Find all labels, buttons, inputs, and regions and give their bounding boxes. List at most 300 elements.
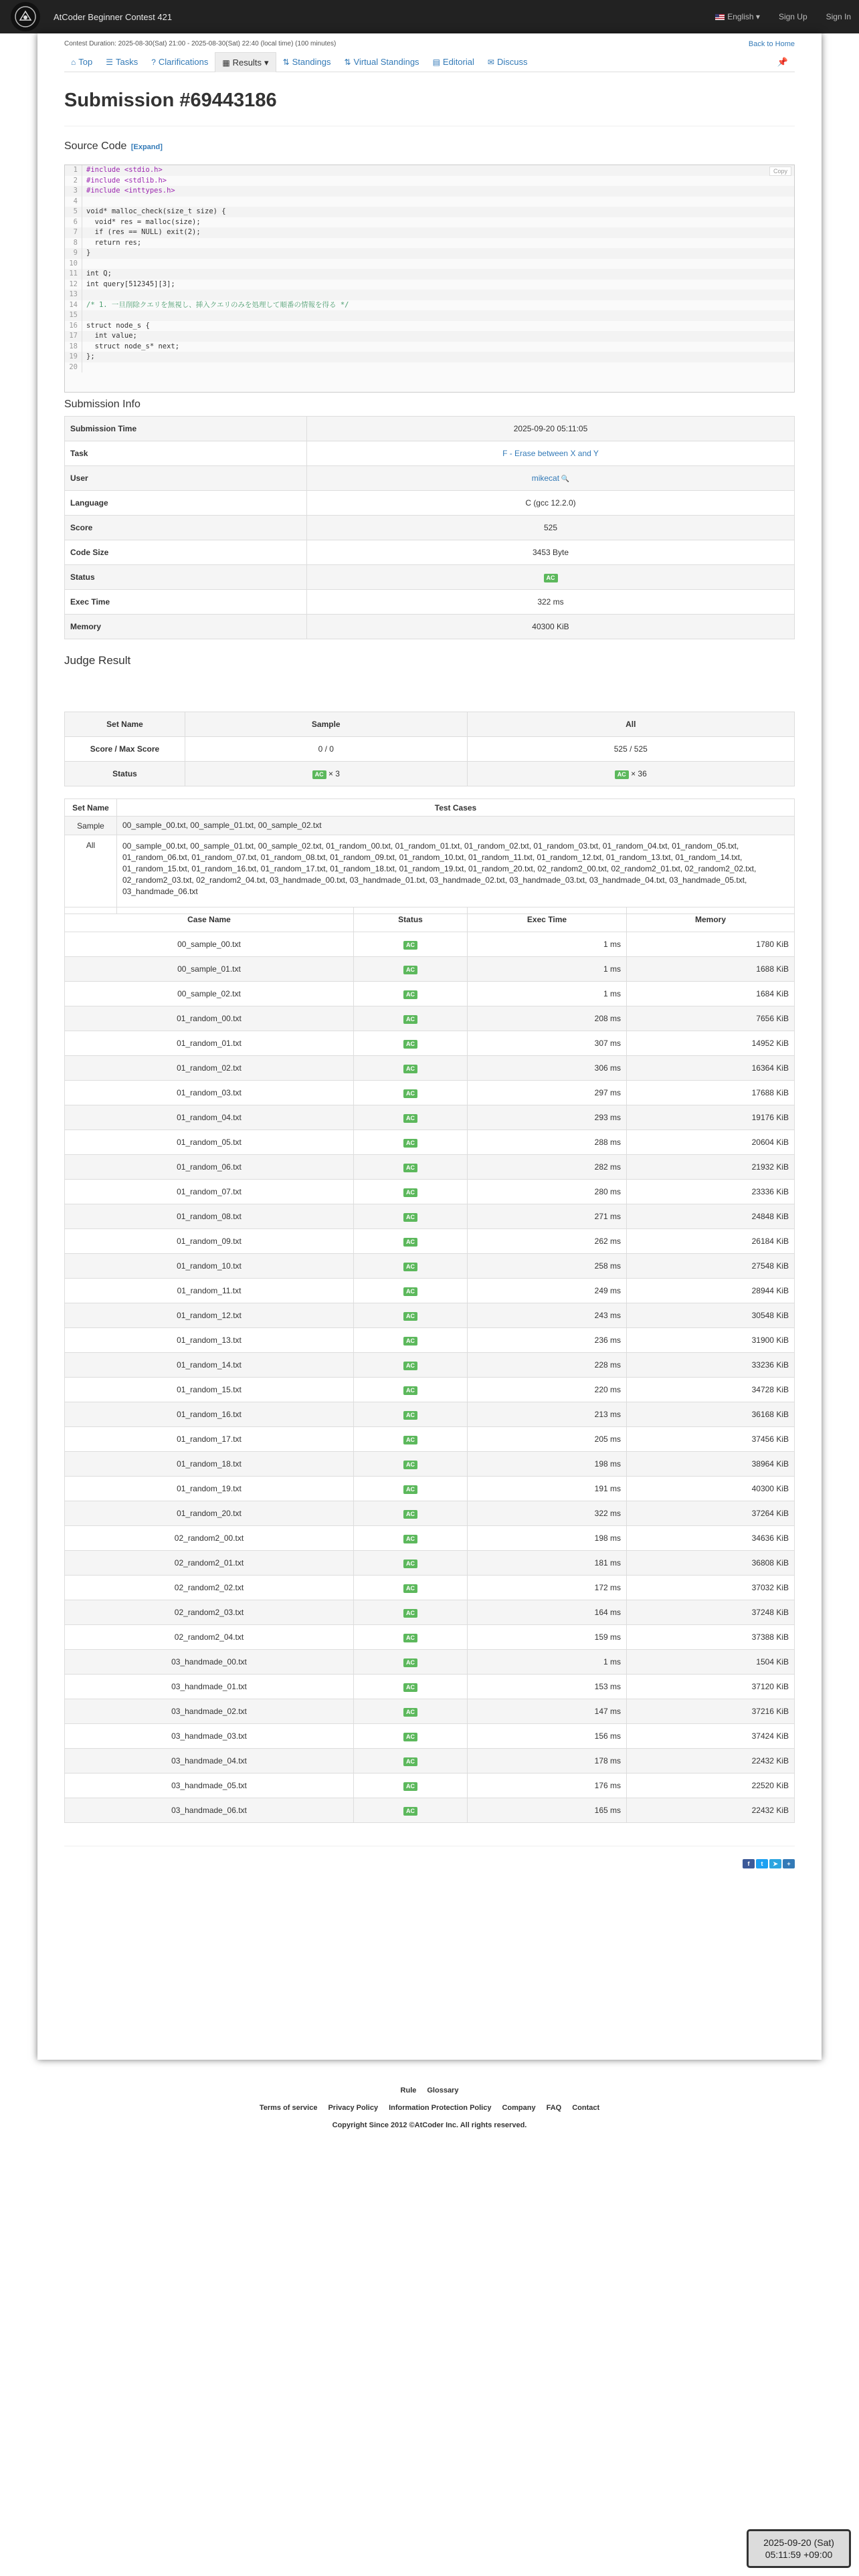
case-exec-time: 147 ms	[468, 1699, 627, 1724]
status-label: Status	[65, 762, 185, 786]
case-exec-time: 271 ms	[468, 1204, 627, 1229]
case-name: 01_random_14.txt	[65, 1353, 354, 1378]
status-badge: AC	[403, 1584, 417, 1593]
case-exec-time: 262 ms	[468, 1229, 627, 1254]
all-status-cell	[467, 762, 794, 786]
case-status	[354, 1328, 468, 1353]
status-badge: AC	[403, 1461, 417, 1469]
code-text: };	[86, 352, 95, 360]
case-status	[354, 1254, 468, 1279]
case-name: 01_random_11.txt	[65, 1279, 354, 1303]
case-exec-time: 181 ms	[468, 1551, 627, 1576]
copy-code-button[interactable]: Copy	[769, 167, 791, 176]
case-exec-time: 205 ms	[468, 1427, 627, 1452]
case-name: 01_random_09.txt	[65, 1229, 354, 1254]
footer-link[interactable]: Terms of service	[259, 2104, 318, 2112]
contest-name-link[interactable]: AtCoder Beginner Contest 421	[54, 11, 173, 22]
table-row	[65, 1056, 795, 1081]
case-name: 01_random_10.txt	[65, 1254, 354, 1279]
case-status	[354, 1006, 468, 1031]
case-memory: 1684 KiB	[627, 982, 795, 1006]
status-badge: AC	[544, 574, 558, 582]
status-badge: AC	[403, 1634, 417, 1642]
case-status	[354, 1155, 468, 1180]
back-to-home-link[interactable]: Back to Home	[748, 40, 795, 48]
case-exec-time: 165 ms	[468, 1798, 627, 1823]
case-exec-time: 258 ms	[468, 1254, 627, 1279]
tab-standings[interactable]	[276, 53, 338, 71]
case-exec-time: 280 ms	[468, 1180, 627, 1204]
us-flag-icon	[715, 14, 725, 20]
case-memory: 1688 KiB	[627, 957, 795, 982]
footer-link[interactable]: Company	[502, 2104, 536, 2112]
case-name: 01_random_05.txt	[65, 1130, 354, 1155]
submission-info-heading: Submission Info	[64, 399, 140, 410]
telegram-icon[interactable]: ➤	[769, 1859, 781, 1868]
footer-link[interactable]: Glossary	[427, 2086, 459, 2095]
case-name: 01_random_03.txt	[65, 1081, 354, 1105]
judge-col-sample: Sample	[185, 712, 468, 737]
status-badge: AC	[403, 1287, 417, 1296]
case-name: 01_random_04.txt	[65, 1105, 354, 1130]
case-status	[354, 1551, 468, 1576]
status-badge: AC	[403, 990, 417, 999]
code-text: return res;	[86, 238, 142, 247]
table-row	[65, 1600, 795, 1625]
tab-virtual-standings[interactable]	[337, 53, 425, 71]
footer-link[interactable]: FAQ	[546, 2104, 562, 2112]
table-row	[65, 1427, 795, 1452]
case-memory: 40300 KiB	[627, 1477, 795, 1501]
tab-clarifications-label: Clarifications	[158, 57, 209, 67]
case-status	[354, 1477, 468, 1501]
page-footer	[0, 2086, 859, 2129]
table-row	[65, 1378, 795, 1402]
status-badge: AC	[403, 1535, 417, 1543]
case-name: 02_random2_01.txt	[65, 1551, 354, 1576]
tab-editorial-label: Editorial	[442, 57, 474, 67]
table-row	[65, 932, 795, 957]
footer-link[interactable]: Privacy Policy	[328, 2104, 379, 2112]
sets-col-cases: Test Cases	[117, 799, 795, 817]
info-label: Task	[65, 441, 307, 466]
info-value-text: 525	[543, 523, 558, 532]
code-line	[65, 248, 794, 259]
case-exec-time: 178 ms	[468, 1749, 627, 1774]
table-row	[65, 1328, 795, 1353]
status-badge: AC	[403, 1782, 417, 1791]
case-name: 03_handmade_01.txt	[65, 1675, 354, 1699]
code-line	[65, 290, 794, 300]
status-badge: AC	[312, 770, 326, 779]
case-exec-time: 208 ms	[468, 1006, 627, 1031]
table-row	[65, 1798, 795, 1823]
case-exec-time: 243 ms	[468, 1303, 627, 1328]
code-text: /* 1. 一旦削除クエリを無視し、挿入クエリのみを処理して順番の情報を得る */	[86, 300, 349, 309]
case-status	[354, 1402, 468, 1427]
tab-standings-label: Standings	[292, 57, 331, 67]
line-number: 3	[65, 186, 82, 197]
case-exec-time: 228 ms	[468, 1353, 627, 1378]
status-badge: AC	[615, 770, 629, 779]
contest-duration-bar	[64, 40, 795, 52]
status-badge: AC	[403, 1114, 417, 1123]
case-memory: 36168 KiB	[627, 1402, 795, 1427]
atcoder-logo-icon	[14, 5, 37, 28]
case-name: 01_random_13.txt	[65, 1328, 354, 1353]
copyright: Copyright Since 2012 ©AtCoder Inc. All rights reserved.	[332, 2121, 527, 2129]
case-name: 02_random2_03.txt	[65, 1600, 354, 1625]
case-status	[354, 1056, 468, 1081]
case-name: 01_random_18.txt	[65, 1452, 354, 1477]
table-row	[65, 1650, 795, 1675]
status-badge: AC	[403, 1733, 417, 1741]
code-text: #include <stdio.h>	[86, 166, 163, 174]
table-icon: ▦	[222, 58, 230, 68]
info-value-text: 40300 KiB	[532, 622, 569, 631]
language-label: English	[727, 12, 754, 21]
line-number: 16	[65, 321, 82, 332]
submission-info-table	[64, 416, 795, 639]
case-memory: 37264 KiB	[627, 1501, 795, 1526]
table-row	[65, 1081, 795, 1105]
tab-discuss[interactable]	[481, 53, 535, 71]
question-icon: ?	[151, 57, 156, 67]
info-row	[65, 491, 795, 516]
case-status	[354, 1724, 468, 1749]
case-memory: 37424 KiB	[627, 1724, 795, 1749]
case-name: 00_sample_02.txt	[65, 982, 354, 1006]
case-memory: 38964 KiB	[627, 1452, 795, 1477]
table-row	[65, 1625, 795, 1650]
info-label: Memory	[65, 615, 307, 639]
code-line	[65, 321, 794, 332]
case-status	[354, 1130, 468, 1155]
line-number: 4	[65, 197, 82, 207]
tab-virtual-standings-label: Virtual Standings	[353, 57, 419, 67]
case-memory: 16364 KiB	[627, 1056, 795, 1081]
sample-status-cell	[185, 762, 468, 786]
case-memory: 19176 KiB	[627, 1105, 795, 1130]
share-plus-icon[interactable]: +	[783, 1859, 795, 1868]
code-line	[65, 165, 794, 176]
status-badge: AC	[403, 1164, 417, 1172]
all-status-count: × 36	[631, 768, 647, 778]
case-exec-time: 1 ms	[468, 1650, 627, 1675]
case-status	[354, 1600, 468, 1625]
table-row	[65, 1452, 795, 1477]
case-memory: 37388 KiB	[627, 1625, 795, 1650]
tab-tasks-label: Tasks	[115, 57, 138, 67]
case-status	[354, 1303, 468, 1328]
case-status	[354, 932, 468, 957]
footer-link[interactable]: Contact	[572, 2104, 600, 2112]
clock-date: 2025-09-20 (Sat)	[763, 2537, 834, 2548]
table-row	[65, 1155, 795, 1180]
case-name: 03_handmade_02.txt	[65, 1699, 354, 1724]
case-exec-time: 249 ms	[468, 1279, 627, 1303]
case-name: 01_random_20.txt	[65, 1501, 354, 1526]
tab-results[interactable]	[215, 52, 276, 72]
table-row	[65, 1749, 795, 1774]
code-line	[65, 227, 794, 238]
info-value	[307, 540, 795, 565]
code-line	[65, 259, 794, 270]
case-name: 01_random_02.txt	[65, 1056, 354, 1081]
status-badge: AC	[403, 1609, 417, 1618]
case-status	[354, 1180, 468, 1204]
case-memory: 26184 KiB	[627, 1229, 795, 1254]
line-number: 5	[65, 207, 82, 217]
status-badge: AC	[403, 1510, 417, 1519]
case-exec-time: 156 ms	[468, 1724, 627, 1749]
table-row	[65, 1774, 795, 1798]
status-badge: AC	[403, 1213, 417, 1222]
status-badge: AC	[403, 1658, 417, 1667]
case-name: 00_sample_00.txt	[65, 932, 354, 957]
info-row	[65, 466, 795, 491]
info-row	[65, 441, 795, 466]
code-text	[82, 290, 86, 300]
case-memory: 37456 KiB	[627, 1427, 795, 1452]
status-badge: AC	[403, 1263, 417, 1271]
list-icon: ☰	[106, 57, 113, 67]
sort-icon: ⇅	[344, 57, 351, 67]
line-number: 8	[65, 238, 82, 249]
case-memory: 36808 KiB	[627, 1551, 795, 1576]
table-row	[65, 1204, 795, 1229]
tab-editorial[interactable]	[426, 53, 481, 71]
case-status	[354, 1204, 468, 1229]
case-exec-time: 172 ms	[468, 1576, 627, 1600]
test-cases-table	[64, 907, 795, 1823]
share-buttons	[743, 1859, 795, 1868]
case-exec-time: 1 ms	[468, 982, 627, 1006]
code-text: void* res = malloc(size);	[86, 217, 201, 226]
line-number: 13	[65, 290, 82, 300]
code-line	[65, 217, 794, 228]
case-name: 02_random2_04.txt	[65, 1625, 354, 1650]
case-memory: 1780 KiB	[627, 932, 795, 957]
tab-tasks[interactable]	[99, 53, 145, 71]
code-line	[65, 176, 794, 187]
case-status	[354, 1675, 468, 1699]
code-text	[82, 259, 86, 270]
sign-in-link[interactable]: Sign In	[826, 12, 851, 21]
code-text: struct node_s {	[86, 321, 150, 330]
atcoder-logo[interactable]	[11, 2, 40, 31]
case-exec-time: 191 ms	[468, 1477, 627, 1501]
table-row	[65, 1675, 795, 1699]
code-text: int Q;	[86, 270, 112, 278]
col-exec-time: Exec Time	[468, 907, 627, 932]
info-row	[65, 540, 795, 565]
code-text: if (res == NULL) exit(2);	[86, 228, 201, 236]
case-name: 02_random2_02.txt	[65, 1576, 354, 1600]
status-badge: AC	[403, 1485, 417, 1494]
status-badge: AC	[403, 1436, 417, 1444]
sets-col-name: Set Name	[65, 799, 117, 817]
case-memory: 24848 KiB	[627, 1204, 795, 1229]
case-exec-time: 153 ms	[468, 1675, 627, 1699]
case-exec-time: 297 ms	[468, 1081, 627, 1105]
contest-duration: Contest Duration: 2025-08-30(Sat) 21:00 - 2025-08-30(Sat) 22:40 (local time) (100 minutes)	[64, 40, 337, 47]
code-line	[65, 238, 794, 249]
pin-icon[interactable]: 📌	[777, 56, 788, 67]
tab-results-label: Results	[232, 58, 262, 68]
case-name: 01_random_17.txt	[65, 1427, 354, 1452]
case-memory: 27548 KiB	[627, 1254, 795, 1279]
code-text: #include <stdlib.h>	[86, 176, 167, 185]
col-memory: Memory	[627, 907, 795, 932]
status-badge: AC	[403, 1337, 417, 1346]
code-line	[65, 362, 794, 373]
info-value-text: 322 ms	[537, 597, 564, 607]
case-status	[354, 982, 468, 1006]
code-text: #include <inttypes.h>	[86, 187, 175, 195]
case-status	[354, 1353, 468, 1378]
status-badge: AC	[403, 1089, 417, 1098]
case-memory: 37248 KiB	[627, 1600, 795, 1625]
case-name: 01_random_00.txt	[65, 1006, 354, 1031]
task-link[interactable]: F - Erase between X and Y	[502, 449, 599, 458]
case-status	[354, 1427, 468, 1452]
comment-icon: ✉	[487, 57, 494, 67]
case-memory: 17688 KiB	[627, 1081, 795, 1105]
col-status: Status	[354, 907, 468, 932]
line-number: 10	[65, 259, 82, 270]
search-icon[interactable]: 🔍	[559, 475, 570, 483]
test-sets-table	[64, 798, 795, 914]
status-badge: AC	[403, 1015, 417, 1024]
user-link[interactable]: mikecat	[531, 473, 560, 483]
caret-down-icon: ▾	[264, 57, 269, 68]
set-name: All	[65, 835, 117, 914]
line-number: 9	[65, 248, 82, 259]
table-row	[65, 1724, 795, 1749]
tab-discuss-label: Discuss	[496, 57, 528, 67]
main-container	[37, 33, 822, 2060]
info-value-text: 3453 Byte	[532, 548, 569, 557]
status-badge: AC	[403, 1411, 417, 1420]
table-row	[65, 1279, 795, 1303]
info-value	[307, 466, 795, 491]
sample-score: 0 / 0	[185, 737, 468, 762]
case-memory: 22520 KiB	[627, 1774, 795, 1798]
top-navbar	[0, 0, 859, 33]
case-name: 01_random_15.txt	[65, 1378, 354, 1402]
case-status	[354, 1452, 468, 1477]
case-name: 03_handmade_05.txt	[65, 1774, 354, 1798]
twitter-icon[interactable]: t	[756, 1859, 768, 1868]
book-icon: ▤	[432, 57, 440, 67]
sign-up-link[interactable]: Sign Up	[778, 12, 807, 21]
table-row	[65, 1576, 795, 1600]
line-number: 2	[65, 176, 82, 187]
line-number: 14	[65, 300, 82, 311]
table-row	[65, 1526, 795, 1551]
footer-link[interactable]: Information Protection Policy	[389, 2104, 492, 2112]
table-row	[65, 957, 795, 982]
case-name: 01_random_12.txt	[65, 1303, 354, 1328]
info-value	[307, 441, 795, 466]
table-row	[65, 1006, 795, 1031]
case-status	[354, 1031, 468, 1056]
case-status	[354, 1699, 468, 1724]
code-text: }	[86, 249, 91, 257]
case-status	[354, 1501, 468, 1526]
case-status	[354, 1279, 468, 1303]
info-label: Submission Time	[65, 417, 307, 441]
col-case-name: Case Name	[65, 907, 354, 932]
case-memory: 20604 KiB	[627, 1130, 795, 1155]
case-name: 02_random2_00.txt	[65, 1526, 354, 1551]
tab-top-label: Top	[78, 57, 93, 67]
info-label: Status	[65, 565, 307, 590]
case-memory: 7656 KiB	[627, 1006, 795, 1031]
status-badge: AC	[403, 941, 417, 950]
code-text	[82, 362, 86, 373]
case-memory: 22432 KiB	[627, 1749, 795, 1774]
info-row	[65, 417, 795, 441]
footer-links-bottom	[0, 2104, 859, 2112]
case-name: 01_random_08.txt	[65, 1204, 354, 1229]
case-status	[354, 1774, 468, 1798]
code-text: void* malloc_check(size_t size) {	[86, 207, 226, 215]
table-row	[65, 1477, 795, 1501]
expand-code-link[interactable]: [Expand]	[130, 143, 163, 151]
info-value	[307, 491, 795, 516]
judge-result-heading: Judge Result	[64, 654, 131, 667]
judge-summary-table	[64, 712, 795, 786]
case-memory: 31900 KiB	[627, 1328, 795, 1353]
case-memory: 34728 KiB	[627, 1378, 795, 1402]
info-label: Exec Time	[65, 590, 307, 615]
set-cases: 00_sample_00.txt, 00_sample_01.txt, 00_sample_02.txt	[117, 817, 795, 835]
case-memory: 33236 KiB	[627, 1353, 795, 1378]
info-value-text: 2025-09-20 05:11:05	[513, 424, 588, 433]
tab-top[interactable]	[64, 53, 99, 71]
case-status	[354, 1650, 468, 1675]
status-badge: AC	[403, 1065, 417, 1073]
contest-nav-tabs	[64, 52, 795, 72]
info-label: Score	[65, 516, 307, 540]
status-badge: AC	[403, 1708, 417, 1717]
judge-col-all: All	[467, 712, 794, 737]
status-badge: AC	[403, 1312, 417, 1321]
language-dropdown[interactable]: English ▾	[715, 12, 760, 21]
table-row	[65, 1229, 795, 1254]
case-status	[354, 957, 468, 982]
status-badge: AC	[403, 1040, 417, 1049]
table-row	[65, 1402, 795, 1427]
line-number: 17	[65, 331, 82, 342]
status-badge: AC	[403, 1757, 417, 1766]
case-name: 00_sample_01.txt	[65, 957, 354, 982]
code-line	[65, 342, 794, 352]
tab-clarifications[interactable]	[145, 53, 215, 71]
code-text: int value;	[86, 332, 137, 340]
info-value-text: C (gcc 12.2.0)	[525, 498, 576, 508]
home-icon: ⌂	[71, 57, 76, 67]
facebook-icon[interactable]: f	[743, 1859, 755, 1868]
case-status	[354, 1798, 468, 1823]
info-row	[65, 565, 795, 590]
footer-link[interactable]: Rule	[400, 2086, 417, 2095]
case-exec-time: 236 ms	[468, 1328, 627, 1353]
line-number: 20	[65, 362, 82, 373]
info-row	[65, 590, 795, 615]
